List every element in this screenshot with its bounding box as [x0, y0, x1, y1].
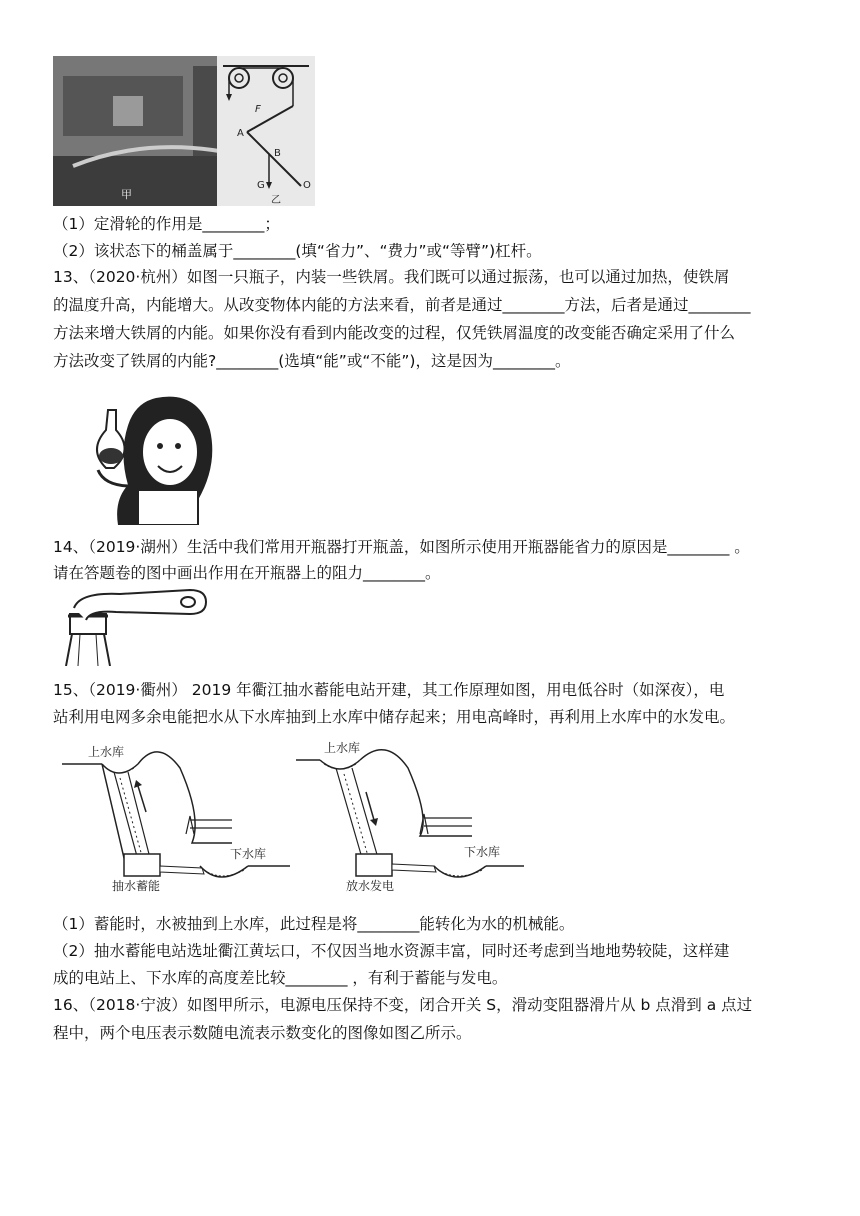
q14-line1: 14、（2019·湖州）生活中我们常用开瓶器打开瓶盖，如图所示使用开瓶器能省力的原因是________ 。	[53, 538, 750, 556]
q12-sub1: （1）定滑轮的作用是________；	[53, 215, 280, 233]
q13-line4: 方法改变了铁屑的内能?________(选填“能”或“不能”)，这是因为________。	[53, 352, 571, 370]
pulley-lever-diagram	[217, 56, 315, 206]
q15-sub2b: 成的电站上、下水库的高度差比较________ ，有利于蓄能与发电。	[53, 969, 508, 987]
label-A: A	[237, 128, 244, 139]
lower-reservoir-label: 下水库	[464, 845, 501, 859]
upper-reservoir-label: 上水库	[324, 741, 361, 755]
q13-line3: 方法来增大铁屑的内能。如果你没有看到内能改变的过程，仅凭铁屑温度的改变能否确定采用了什么	[53, 324, 736, 342]
pumped-storage-charging-diagram	[62, 738, 302, 898]
q16-line1: 16、（2018·宁波）如图甲所示，电源电压保持不变，闭合开关 S，滑动变阻器滑片从 b 点滑到 a 点过	[53, 996, 753, 1014]
girl-with-flask-illustration	[78, 390, 218, 525]
q14-line2: 请在答题卷的图中画出作用在开瓶器上的阻力________。	[53, 564, 441, 582]
generating-caption: 放水发电	[346, 879, 395, 893]
pumping-caption: 抽水蓄能	[112, 879, 161, 893]
label-B: B	[274, 148, 281, 159]
label-F: F	[255, 104, 261, 115]
photo-label: 甲	[121, 188, 132, 201]
q15-line2: 站利用电网多余电能把水从下水库抽到上水库中储存起来；用电高峰时，再利用上水库中的水发电。	[53, 708, 736, 726]
bottle-opener-illustration	[60, 586, 210, 666]
q15-sub2a: （2）抽水蓄能电站选址衢江黄坛口，不仅因当地水资源丰富，同时还考虑到当地地势较陡，这样建	[53, 942, 730, 960]
lower-reservoir-label: 下水库	[230, 847, 267, 861]
q15-sub1: （1）蓄能时，水被抽到上水库，此过程是将________能转化为水的机械能。	[53, 915, 575, 933]
label-O: O	[303, 180, 311, 191]
label-G: G	[257, 180, 265, 191]
q12-sub2: （2）该状态下的桶盖属于________(填“省力”、“费力”或“等臂”)杠杆。	[53, 242, 542, 260]
diagram-label: 乙	[271, 195, 281, 206]
q13-line1: 13、（2020·杭州）如图一只瓶子，内装一些铁屑。我们既可以通过振荡，也可以通过加热，使铁屑	[53, 268, 730, 286]
q15-line1: 15、（2019·衢州） 2019 年衢江抽水蓄能电站开建，其工作原理如图，用电低谷时（如深夜），电	[53, 681, 725, 699]
pumped-storage-generating-diagram	[296, 738, 536, 898]
q16-line2: 程中，两个电压表示数随电流表示数变化的图像如图乙所示。	[53, 1024, 472, 1042]
upper-reservoir-label: 上水库	[88, 745, 125, 759]
q13-line2: 的温度升高，内能增大。从改变物体内能的方法来看，前者是通过________方法，后者是通过________	[53, 296, 751, 314]
